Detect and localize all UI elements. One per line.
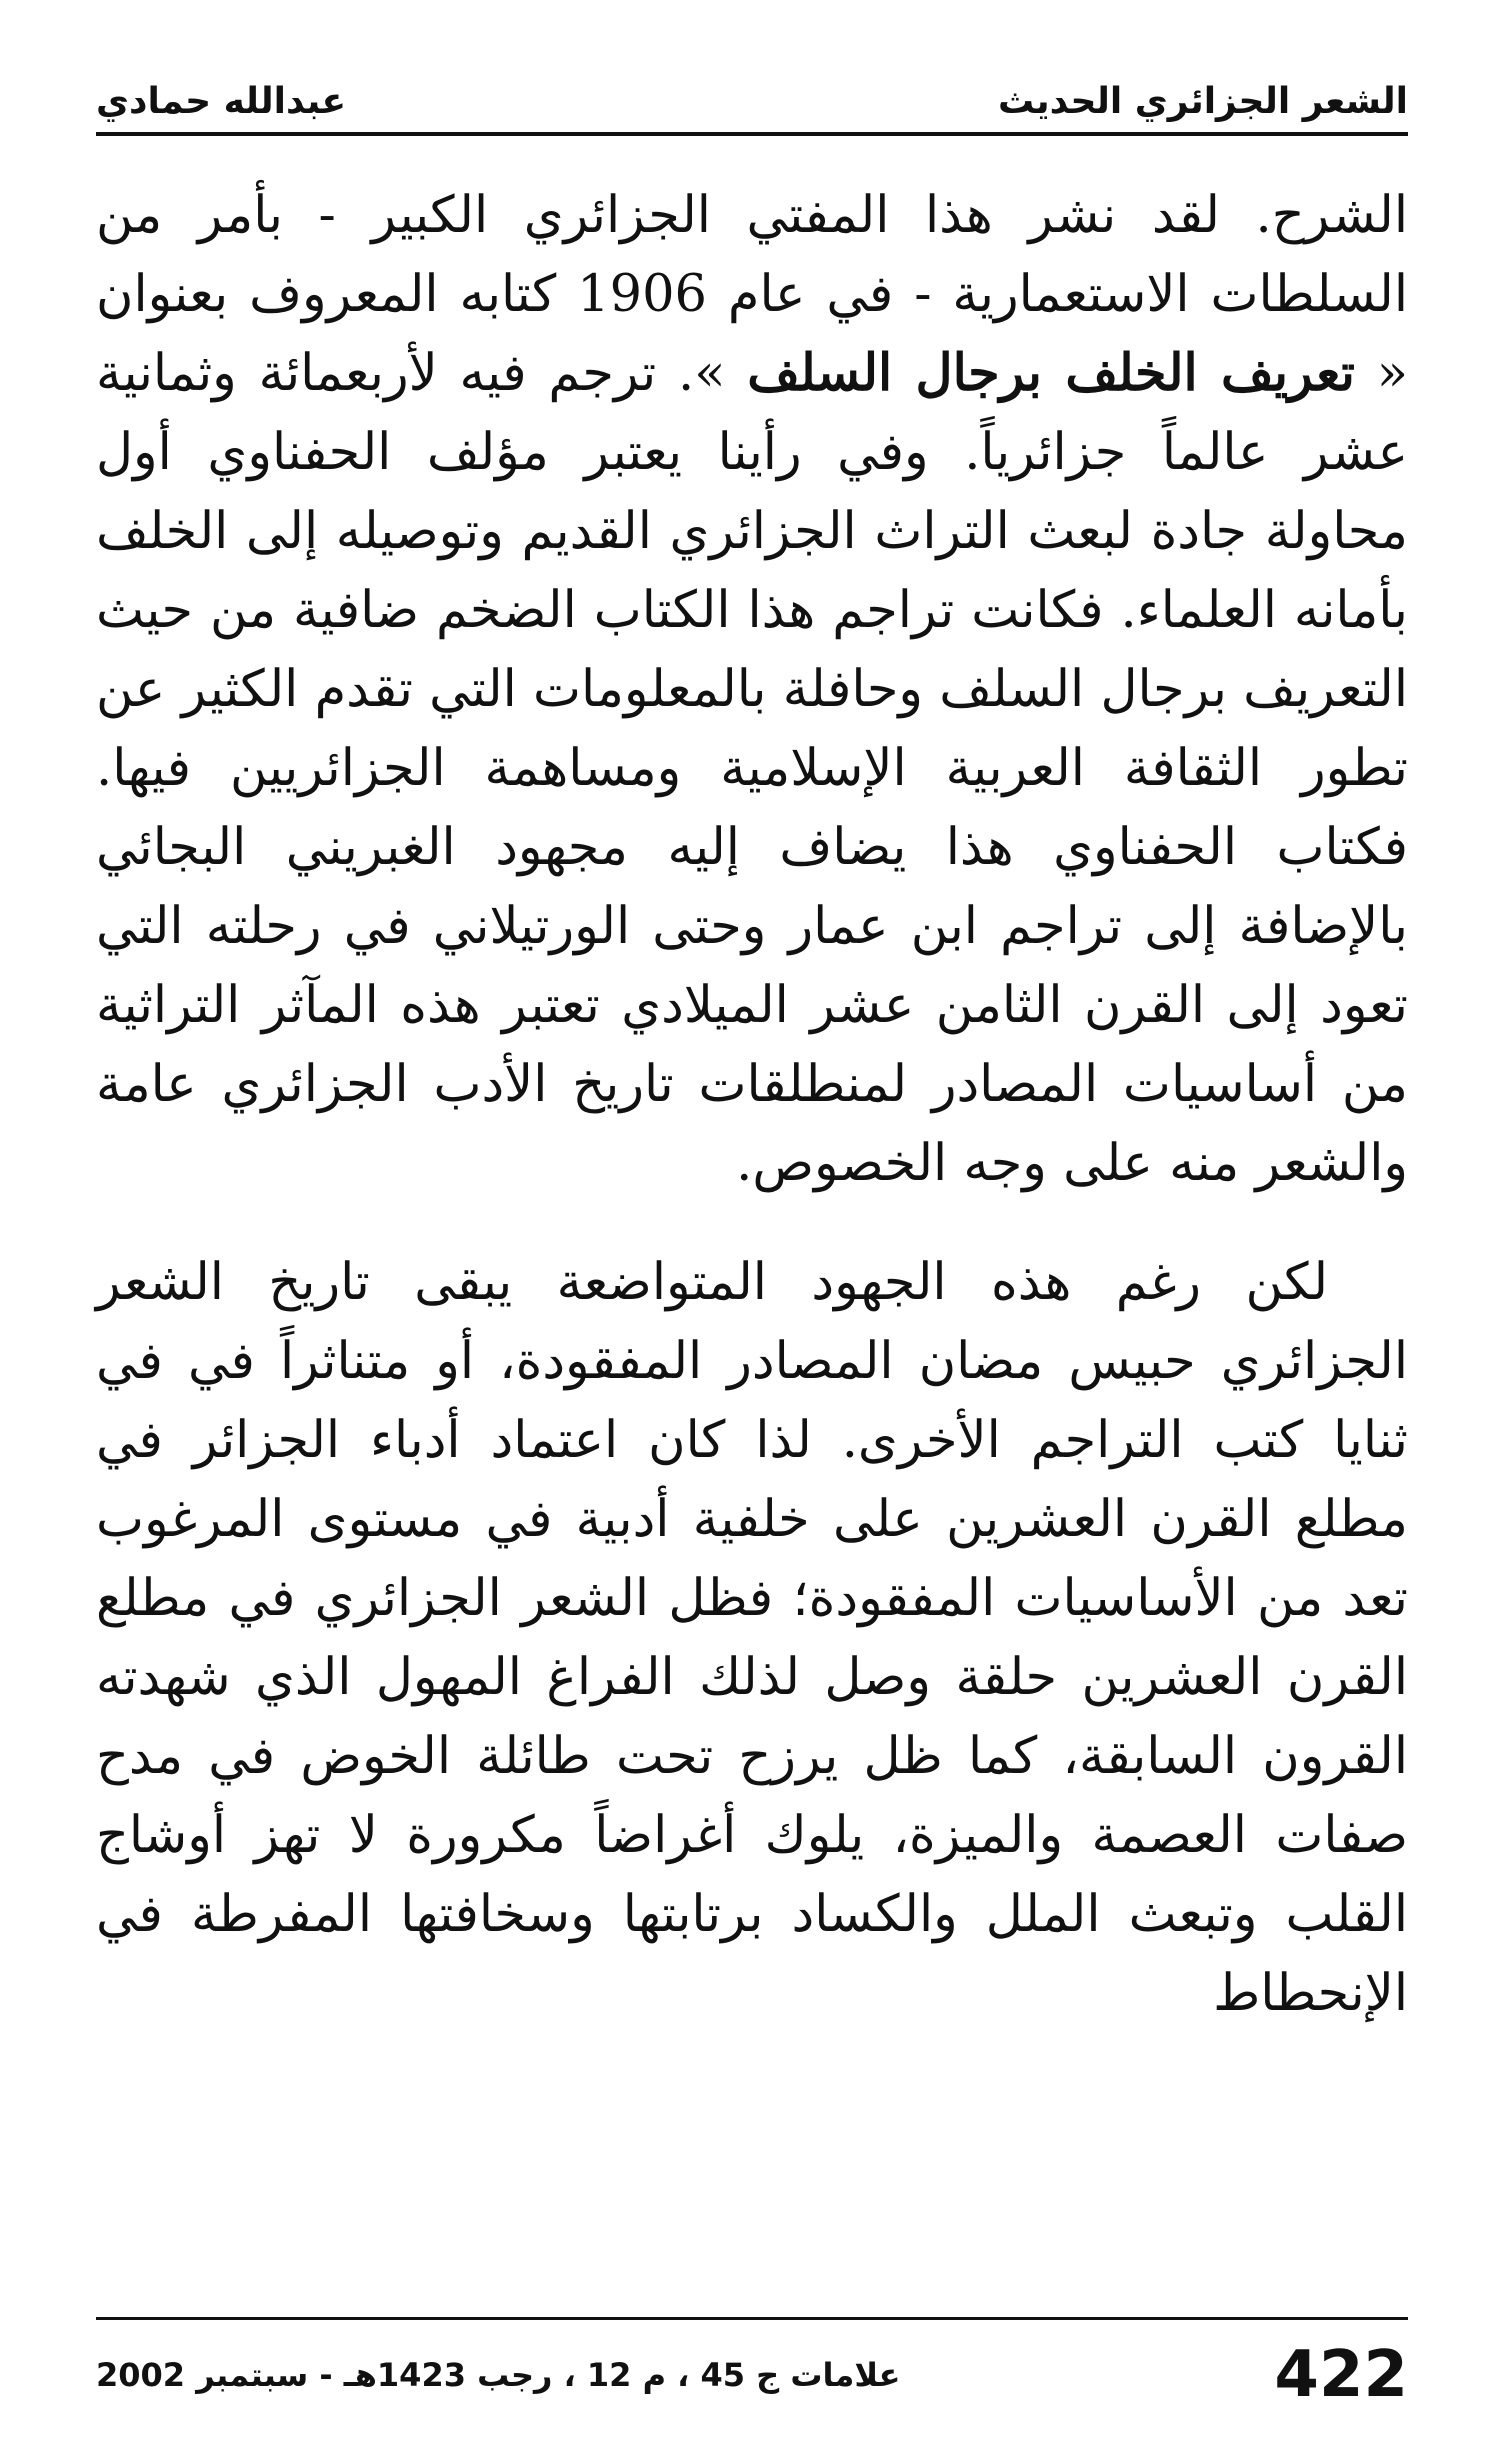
paragraph-1-continuation: ». ترجم فيه لأربعمائة وثمانية عشر عالماً جزائرياً. وفي رأينا يعتبر مؤلف الحفناوي أول محاولة جادة لبعث التراث الجزائري القديم وتوصيله إلى الخلف بأمانه العلماء. فكانت تراجم هذا الكتاب الضخم ضافية من حيث التعريف برجال السلف وحافلة بالمعلومات التي تقدم الكثير عن تطور الثقافة العربية الإسلامية ومساهمة الجزائريين فيها. فكتاب الحفناوي هذا يضاف إليه مجهود الغبريني البجائي بالإضافة إلى تراجم ابن عمار وحتى الورتيلاني في رحلته التي تعود إلى القرن الثامن عشر الميلادي تعتبر هذه المآثر التراثية من أساسيات المصادر لمنطلقات تاريخ الأدب الجزائري عامة والشعر منه على وجه الخصوص.: [96, 344, 1408, 1193]
paragraph-2-text: لكن رغم هذه الجهود المتواضعة يبقى تاريخ الشعر الجزائري حبيس مضان المصادر المفقودة، أو متناثراً في في ثنايا كتب التراجم الأخرى. لذا كان اعتماد أدباء الجزائر في مطلع القرن العشرين على خلفية أدبية في مستوى المرغوب تعد من الأساسيات المفقودة؛ فظل الشعر الجزائري في مطلع القرن العشرين حلقة وصل لذلك الفراغ المهول الذي شهدته القرون السابقة، كما ظل يرزح تحت طائلة الخوض في مدح صفات العصمة والميزة، يلوك أغراضاً مكرورة لا تهز أوشاج القلب وتبعث الملل والكساد برتابتها وسخافتها المفرطة في الإنحطاط: [96, 1253, 1408, 2023]
book-title: تعريف الخلف برجال السلف: [747, 343, 1355, 403]
page: [96, 50, 1408, 2430]
body-text: [96, 176, 1408, 2033]
header-author: عبدالله حمادي: [96, 81, 347, 122]
page-footer: [96, 2317, 1408, 2430]
page-number: 422: [1274, 2338, 1408, 2412]
journal-info: علامات ج 45 ، م 12 ، رجب 1423هـ - سبتمبر 2002: [96, 2356, 901, 2394]
header-rule: [96, 132, 1408, 136]
header-title: الشعر الجزائري الحديث: [998, 81, 1408, 122]
paragraph-2: [96, 1243, 1408, 2033]
footer-row: [96, 2320, 1408, 2430]
running-header: [96, 50, 1408, 122]
paragraph-1-text: الشرح. لقد نشر هذا المفتي الجزائري الكبير - بأمر من السلطات الاستعمارية - في عام 1906 كتابه المعروف بعنوان «: [96, 186, 1408, 403]
paragraph-1: [96, 176, 1408, 1203]
